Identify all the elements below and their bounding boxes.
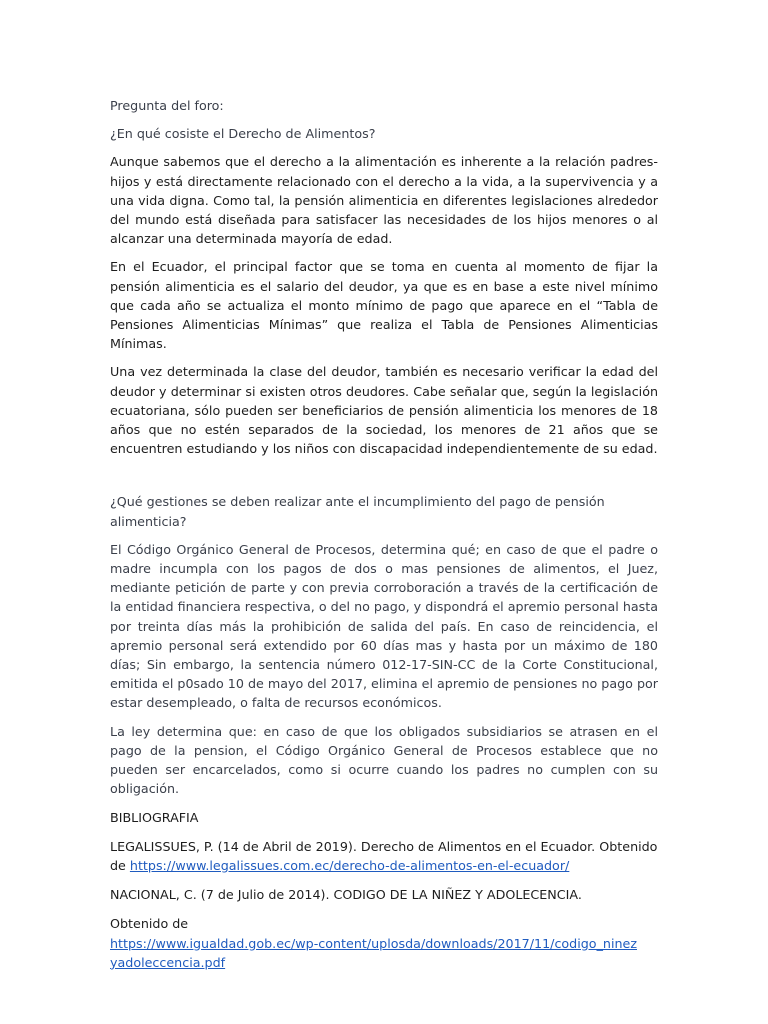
reference-1-text: LEGALISSUES, P. (14 de Abril de 2019). Derecho de Alimentos en el Ecuador. Obtenido de (110, 838, 658, 873)
paragraph-1: Aunque sabemos que el derecho a la alimentación es inherente a la relación padres-hijos y está directamente relacionado con el derecho a la vida, a la supervivencia y a una vida digna. Como tal, la pensión alimenticia en diferentes legislaciones alrededor del mundo está diseñada para satisfacer las necesidades de los hijos menores o al alcanzar una determinada mayoría de edad. (110, 154, 658, 247)
paragraph-3: Una vez determinada la clase del deudor, también es necesario verificar la edad del deudor y determinar si existen otros deudores. Cabe señalar que, según la legislación ecuatoriana, sólo pueden ser beneficiarios de pensión alimenticia los menores de 18 años que no estén separados de la sociedad, los menores de 21 años que se encuentren estudiando y los niños con discapacidad independientemente de su edad. (110, 364, 658, 457)
bibliography-heading: BIBLIOGRAFIA (110, 809, 199, 825)
reference-1 (110, 837, 658, 875)
question-1: ¿En qué cosiste el Derecho de Alimentos? (110, 126, 376, 142)
paragraph-4: El Código Orgánico General de Procesos, determina qué; en caso de que el padre o madre incumpla con los pagos de dos o mas pensiones de alimentos, el Juez, mediante petición de parte y con previa corroboración a través de la certificación de la entidad financiera respectiva, o del no pago, y dispondrá el apremio personal hasta por treinta días más la prohibición de salida del país. En caso de reincidencia, el apremio personal será extendido por 60 días mas y hasta por un máximo de 180 días; Sin embargo, la sentencia número 012-17-SIN-CC de la Corte Constitucional, emitida el p0sado 10 de mayo del 2017, elimina el apremio de pensiones no pago por estar desempleado, o falta de recursos económicos. (110, 541, 658, 711)
reference-2-link-line-2[interactable]: yadoleccencia.pdf (110, 954, 226, 970)
document-page (110, 96, 658, 972)
question-2: ¿Qué gestiones se deben realizar ante el incumplimiento del pago de pensión alimenticia? (110, 494, 605, 529)
reference-1-link[interactable]: https://www.legalissues.com.ec/derecho-de-alimentos-en-el-ecuador/ (129, 857, 570, 873)
reference-2-link-block (110, 934, 658, 972)
forum-heading: Pregunta del foro: (110, 98, 224, 113)
reference-2: NACIONAL, C. (7 de Julio de 2014). CODIGO DE LA NIÑEZ Y ADOLECENCIA. (110, 887, 582, 903)
paragraph-5: La ley determina que: en caso de que los obligados subsidiarios se atrasen en el pago de la pension, el Código Orgánico General de Procesos establece que no pueden ser encarcelados, como si ocurre cuando los padres no cumplen con su obligación. (110, 723, 658, 797)
reference-2-obtained: Obtenido de (110, 916, 189, 932)
reference-2-link-line-1[interactable]: https://www.igualdad.gob.ec/wp-content/uplosda/downloads/2017/11/codigo_ninez (110, 935, 637, 951)
paragraph-2: En el Ecuador, el principal factor que se toma en cuenta al momento de fijar la pensión alimenticia es el salario del deudor, ya que es en base a este nivel mínimo que cada año se actualiza el monto mínimo de pago que aparece en el “Tabla de Pensiones Alimenticias Mínimas” que realiza el Tabla de Pensiones Alimenticias Mínimas. (110, 259, 658, 352)
